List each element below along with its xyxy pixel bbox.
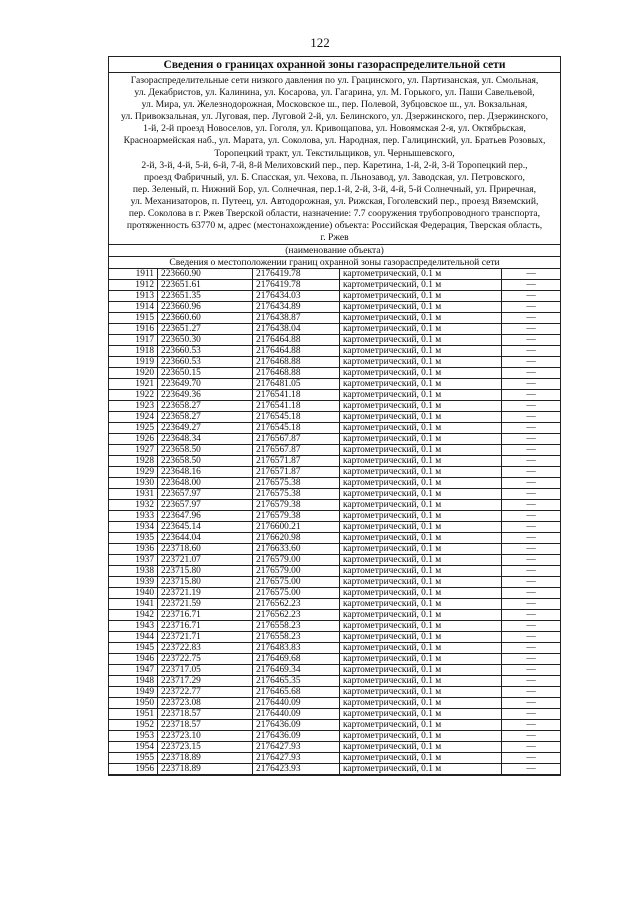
point-number-cell: 1916: [109, 324, 158, 335]
method-cell: картометрический, 0.1 м: [340, 313, 502, 324]
table-row: [109, 621, 560, 632]
sheet-title: Сведения о границах охранной зоны газораспределительной сети: [109, 57, 560, 73]
point-number-cell: 1932: [109, 500, 158, 511]
point-number-cell: 1924: [109, 412, 158, 423]
table-row: [109, 577, 560, 588]
point-number-cell: 1918: [109, 346, 158, 357]
method-cell: картометрический, 0.1 м: [340, 742, 502, 753]
method-cell: картометрический, 0.1 м: [340, 368, 502, 379]
y-coordinate-cell: 2176465.35: [253, 676, 340, 687]
x-coordinate-cell: 223717.29: [158, 676, 253, 687]
y-coordinate-cell: 2176571.87: [253, 456, 340, 467]
y-coordinate-cell: 2176440.09: [253, 709, 340, 720]
x-coordinate-cell: 223658.27: [158, 412, 253, 423]
table-row: [109, 610, 560, 621]
method-cell: картометрический, 0.1 м: [340, 676, 502, 687]
x-coordinate-cell: 223718.60: [158, 544, 253, 555]
y-coordinate-cell: 2176541.18: [253, 390, 340, 401]
y-coordinate-cell: 2176575.00: [253, 577, 340, 588]
table-row: [109, 643, 560, 654]
y-coordinate-cell: 2176423.93: [253, 764, 340, 775]
point-number-cell: 1946: [109, 654, 158, 665]
point-number-cell: 1951: [109, 709, 158, 720]
table-row: [109, 291, 560, 302]
description-line: Газораспределительные сети низкого давления по ул. Грацинского, ул. Партизанская, ул. Смольная,: [130, 75, 539, 86]
y-coordinate-cell: 2176558.23: [253, 621, 340, 632]
table-row: [109, 500, 560, 511]
description-cell: —: [502, 698, 561, 709]
table-row: [109, 346, 560, 357]
x-coordinate-cell: 223721.07: [158, 555, 253, 566]
y-coordinate-cell: 2176579.00: [253, 555, 340, 566]
y-coordinate-cell: 2176434.03: [253, 291, 340, 302]
method-cell: картометрический, 0.1 м: [340, 522, 502, 533]
description-cell: —: [502, 357, 561, 368]
description-cell: —: [502, 588, 561, 599]
method-cell: картометрический, 0.1 м: [340, 621, 502, 632]
y-coordinate-cell: 2176558.23: [253, 632, 340, 643]
description-cell: —: [502, 577, 561, 588]
point-number-cell: 1923: [109, 401, 158, 412]
method-cell: картометрический, 0.1 м: [340, 500, 502, 511]
x-coordinate-cell: 223648.16: [158, 467, 253, 478]
description-cell: —: [502, 390, 561, 401]
x-coordinate-cell: 223717.05: [158, 665, 253, 676]
table-row: [109, 313, 560, 324]
x-coordinate-cell: 223660.53: [158, 357, 253, 368]
y-coordinate-cell: 2176545.18: [253, 423, 340, 434]
table-row: [109, 533, 560, 544]
point-number-cell: 1950: [109, 698, 158, 709]
table-row: [109, 731, 560, 742]
table-row: [109, 676, 560, 687]
table-row: [109, 566, 560, 577]
table-row: [109, 335, 560, 346]
object-description: [109, 73, 560, 245]
method-cell: картометрический, 0.1 м: [340, 687, 502, 698]
y-coordinate-cell: 2176600.21: [253, 522, 340, 533]
y-coordinate-cell: 2176434.89: [253, 302, 340, 313]
method-cell: картометрический, 0.1 м: [340, 610, 502, 621]
x-coordinate-cell: 223718.57: [158, 709, 253, 720]
description-line: ул. Декабристов, ул. Калинина, ул. Косарова, ул. Гагарина, ул. М. Горького, ул. Паши Савельевой,: [134, 87, 535, 99]
zone-boundary-sheet: [108, 56, 561, 776]
description-line: пер. Зеленый, п. Нижний Бор, ул. Солнечная, пер.1-й, 2-й, 3-й, 4-й, 5-й Солнечный, ул. Приречная,: [132, 183, 537, 195]
y-coordinate-cell: 2176427.93: [253, 742, 340, 753]
y-coordinate-cell: 2176440.09: [253, 698, 340, 709]
point-number-cell: 1926: [109, 434, 158, 445]
x-coordinate-cell: 223718.89: [158, 764, 253, 775]
method-cell: картометрический, 0.1 м: [340, 412, 502, 423]
y-coordinate-cell: 2176579.00: [253, 566, 340, 577]
description-cell: —: [502, 555, 561, 566]
method-cell: картометрический, 0.1 м: [340, 423, 502, 434]
description-cell: —: [502, 269, 561, 280]
table-row: [109, 324, 560, 335]
x-coordinate-cell: 223722.75: [158, 654, 253, 665]
method-cell: картометрический, 0.1 м: [340, 731, 502, 742]
point-number-cell: 1920: [109, 368, 158, 379]
method-cell: картометрический, 0.1 м: [340, 577, 502, 588]
method-cell: картометрический, 0.1 м: [340, 511, 502, 522]
description-cell: —: [502, 379, 561, 390]
point-number-cell: 1912: [109, 280, 158, 291]
point-number-cell: 1927: [109, 445, 158, 456]
description-cell: —: [502, 753, 561, 764]
table-row: [109, 555, 560, 566]
y-coordinate-cell: 2176465.68: [253, 687, 340, 698]
description-cell: —: [502, 478, 561, 489]
y-coordinate-cell: 2176469.34: [253, 665, 340, 676]
point-number-cell: 1914: [109, 302, 158, 313]
x-coordinate-cell: 223648.34: [158, 434, 253, 445]
point-number-cell: 1933: [109, 511, 158, 522]
method-cell: картометрический, 0.1 м: [340, 357, 502, 368]
point-number-cell: 1953: [109, 731, 158, 742]
y-coordinate-cell: 2176567.87: [253, 445, 340, 456]
description-cell: —: [502, 401, 561, 412]
table-row: [109, 434, 560, 445]
y-coordinate-cell: 2176436.09: [253, 720, 340, 731]
method-cell: картометрический, 0.1 м: [340, 753, 502, 764]
point-number-cell: 1939: [109, 577, 158, 588]
y-coordinate-cell: 2176438.87: [253, 313, 340, 324]
point-number-cell: 1935: [109, 533, 158, 544]
description-cell: —: [502, 335, 561, 346]
description-cell: —: [502, 291, 561, 302]
point-number-cell: 1955: [109, 753, 158, 764]
point-number-cell: 1930: [109, 478, 158, 489]
x-coordinate-cell: 223658.27: [158, 401, 253, 412]
description-cell: —: [502, 522, 561, 533]
x-coordinate-cell: 223651.27: [158, 324, 253, 335]
description-line: 2-й, 3-й, 4-й, 5-й, 6-й, 7-й, 8-й Мелиховский пер., пер. Каретина, 1-й, 2-й, 3-й Торопецкий пер.,: [141, 159, 528, 171]
description-cell: —: [502, 412, 561, 423]
point-number-cell: 1915: [109, 313, 158, 324]
description-cell: —: [502, 742, 561, 753]
description-cell: —: [502, 610, 561, 621]
table-row: [109, 544, 560, 555]
method-cell: картометрический, 0.1 м: [340, 346, 502, 357]
table-row: [109, 269, 560, 280]
description-cell: —: [502, 500, 561, 511]
point-number-cell: 1943: [109, 621, 158, 632]
y-coordinate-cell: 2176575.38: [253, 478, 340, 489]
point-number-cell: 1954: [109, 742, 158, 753]
point-number-cell: 1956: [109, 764, 158, 775]
table-row: [109, 423, 560, 434]
description-cell: —: [502, 445, 561, 456]
table-row: [109, 764, 560, 775]
y-coordinate-cell: 2176620.98: [253, 533, 340, 544]
y-coordinate-cell: 2176419.78: [253, 269, 340, 280]
point-number-cell: 1934: [109, 522, 158, 533]
object-name-caption: (наименование объекта): [109, 245, 560, 257]
method-cell: картометрический, 0.1 м: [340, 489, 502, 500]
point-number-cell: 1925: [109, 423, 158, 434]
method-cell: картометрический, 0.1 м: [340, 379, 502, 390]
description-cell: —: [502, 489, 561, 500]
x-coordinate-cell: 223649.27: [158, 423, 253, 434]
point-number-cell: 1949: [109, 687, 158, 698]
method-cell: картометрический, 0.1 м: [340, 566, 502, 577]
y-coordinate-cell: 2176483.83: [253, 643, 340, 654]
coordinates-table: [109, 269, 560, 775]
method-cell: картометрический, 0.1 м: [340, 709, 502, 720]
table-row: [109, 379, 560, 390]
y-coordinate-cell: 2176468.88: [253, 368, 340, 379]
description-cell: —: [502, 632, 561, 643]
table-row: [109, 599, 560, 610]
method-cell: картометрический, 0.1 м: [340, 269, 502, 280]
description-cell: —: [502, 423, 561, 434]
point-number-cell: 1913: [109, 291, 158, 302]
point-number-cell: 1947: [109, 665, 158, 676]
method-cell: картометрический, 0.1 м: [340, 764, 502, 775]
y-coordinate-cell: 2176436.09: [253, 731, 340, 742]
table-row: [109, 698, 560, 709]
table-row: [109, 412, 560, 423]
table-row: [109, 357, 560, 368]
description-line: пер. Соколова в г. Ржев Тверской области, назначение: 7.7 сооружения трубопроводного транспорта,: [128, 208, 541, 220]
method-cell: картометрический, 0.1 м: [340, 335, 502, 346]
table-row: [109, 687, 560, 698]
x-coordinate-cell: 223650.15: [158, 368, 253, 379]
method-cell: картометрический, 0.1 м: [340, 456, 502, 467]
point-number-cell: 1941: [109, 599, 158, 610]
method-cell: картометрический, 0.1 м: [340, 291, 502, 302]
y-coordinate-cell: 2176541.18: [253, 401, 340, 412]
x-coordinate-cell: 223649.70: [158, 379, 253, 390]
x-coordinate-cell: 223648.00: [158, 478, 253, 489]
y-coordinate-cell: 2176562.23: [253, 610, 340, 621]
method-cell: картометрический, 0.1 м: [340, 555, 502, 566]
table-row: [109, 445, 560, 456]
method-cell: картометрический, 0.1 м: [340, 324, 502, 335]
table-row: [109, 302, 560, 313]
description-cell: —: [502, 599, 561, 610]
x-coordinate-cell: 223650.30: [158, 335, 253, 346]
location-subheading: Сведения о местоположении границ охранной зоны газораспределительной сети: [109, 257, 560, 269]
table-row: [109, 753, 560, 764]
point-number-cell: 1938: [109, 566, 158, 577]
table-row: [109, 489, 560, 500]
x-coordinate-cell: 223649.36: [158, 390, 253, 401]
y-coordinate-cell: 2176438.04: [253, 324, 340, 335]
x-coordinate-cell: 223651.35: [158, 291, 253, 302]
description-line: протяженность 63770 м, адрес (местонахождение) объекта: Российская Федерация, Тверская область,: [126, 220, 543, 232]
point-number-cell: 1928: [109, 456, 158, 467]
x-coordinate-cell: 223722.77: [158, 687, 253, 698]
table-row: [109, 511, 560, 522]
table-row: [109, 280, 560, 291]
method-cell: картометрический, 0.1 м: [340, 588, 502, 599]
point-number-cell: 1937: [109, 555, 158, 566]
table-row: [109, 390, 560, 401]
method-cell: картометрический, 0.1 м: [340, 302, 502, 313]
description-cell: —: [502, 346, 561, 357]
table-row: [109, 665, 560, 676]
description-line: ул. Привокзальная, ул. Луговая, пер. Луговой 2-й, ул. Белинского, ул. Дзержинского, пер. Дзержинского,: [120, 111, 549, 123]
y-coordinate-cell: 2176575.00: [253, 588, 340, 599]
x-coordinate-cell: 223722.83: [158, 643, 253, 654]
description-cell: —: [502, 533, 561, 544]
x-coordinate-cell: 223715.80: [158, 577, 253, 588]
y-coordinate-cell: 2176468.88: [253, 357, 340, 368]
description-cell: —: [502, 643, 561, 654]
method-cell: картометрический, 0.1 м: [340, 478, 502, 489]
point-number-cell: 1952: [109, 720, 158, 731]
point-number-cell: 1936: [109, 544, 158, 555]
description-cell: —: [502, 456, 561, 467]
description-cell: —: [502, 511, 561, 522]
description-cell: —: [502, 544, 561, 555]
y-coordinate-cell: 2176633.60: [253, 544, 340, 555]
method-cell: картометрический, 0.1 м: [340, 533, 502, 544]
description-cell: —: [502, 302, 561, 313]
point-number-cell: 1942: [109, 610, 158, 621]
description-cell: —: [502, 621, 561, 632]
x-coordinate-cell: 223644.04: [158, 533, 253, 544]
description-line: г. Ржев: [320, 232, 349, 244]
y-coordinate-cell: 2176464.88: [253, 335, 340, 346]
description-line: проезд Фабричный, ул. Б. Спасская, ул. Чехова, п. Льнозавод, ул. Заводская, ул. Петровского,: [144, 171, 525, 183]
x-coordinate-cell: 223716.71: [158, 610, 253, 621]
x-coordinate-cell: 223660.60: [158, 313, 253, 324]
table-row: [109, 588, 560, 599]
x-coordinate-cell: 223660.53: [158, 346, 253, 357]
point-number-cell: 1919: [109, 357, 158, 368]
y-coordinate-cell: 2176545.18: [253, 412, 340, 423]
table-row: [109, 456, 560, 467]
description-cell: —: [502, 665, 561, 676]
x-coordinate-cell: 223658.50: [158, 445, 253, 456]
method-cell: картометрический, 0.1 м: [340, 445, 502, 456]
y-coordinate-cell: 2176579.38: [253, 511, 340, 522]
description-line: ул. Мира, ул. Железнодорожная, Московское ш., пер. Полевой, Зубцовское ш., ул. Вокзальная,: [141, 99, 528, 111]
description-line: ул. Механизаторов, п. Путеец, ул. Автодорожная, ул. Рижская, Гоголевский пер., проезд Вяземский,: [130, 195, 539, 207]
method-cell: картометрический, 0.1 м: [340, 467, 502, 478]
description-cell: —: [502, 654, 561, 665]
method-cell: картометрический, 0.1 м: [340, 401, 502, 412]
description-cell: —: [502, 731, 561, 742]
x-coordinate-cell: 223723.15: [158, 742, 253, 753]
method-cell: картометрический, 0.1 м: [340, 720, 502, 731]
x-coordinate-cell: 223721.71: [158, 632, 253, 643]
y-coordinate-cell: 2176579.38: [253, 500, 340, 511]
table-row: [109, 720, 560, 731]
table-row: [109, 654, 560, 665]
description-cell: —: [502, 280, 561, 291]
description-cell: —: [502, 764, 561, 775]
y-coordinate-cell: 2176427.93: [253, 753, 340, 764]
point-number-cell: 1945: [109, 643, 158, 654]
description-line: Торопецкий тракт, ул. Текстильщиков, ул. Чернышевского,: [214, 147, 455, 159]
method-cell: картометрический, 0.1 м: [340, 434, 502, 445]
point-number-cell: 1929: [109, 467, 158, 478]
table-row: [109, 632, 560, 643]
point-number-cell: 1948: [109, 676, 158, 687]
x-coordinate-cell: 223716.71: [158, 621, 253, 632]
method-cell: картометрический, 0.1 м: [340, 599, 502, 610]
x-coordinate-cell: 223647.96: [158, 511, 253, 522]
table-row: [109, 368, 560, 379]
method-cell: картометрический, 0.1 м: [340, 654, 502, 665]
description-cell: —: [502, 368, 561, 379]
point-number-cell: 1917: [109, 335, 158, 346]
point-number-cell: 1921: [109, 379, 158, 390]
description-cell: —: [502, 434, 561, 445]
x-coordinate-cell: 223721.19: [158, 588, 253, 599]
point-number-cell: 1922: [109, 390, 158, 401]
point-number-cell: 1940: [109, 588, 158, 599]
point-number-cell: 1911: [109, 269, 158, 280]
description-cell: —: [502, 676, 561, 687]
x-coordinate-cell: 223721.59: [158, 599, 253, 610]
description-line: Красноармейская наб., ул. Марата, ул. Соколова, ул. Народная, пер. Галицинский, ул. Братьев Розовых,: [123, 135, 546, 147]
x-coordinate-cell: 223657.97: [158, 489, 253, 500]
y-coordinate-cell: 2176481.05: [253, 379, 340, 390]
x-coordinate-cell: 223657.97: [158, 500, 253, 511]
method-cell: картометрический, 0.1 м: [340, 643, 502, 654]
method-cell: картометрический, 0.1 м: [340, 390, 502, 401]
table-row: [109, 401, 560, 412]
description-cell: —: [502, 324, 561, 335]
x-coordinate-cell: 223718.89: [158, 753, 253, 764]
method-cell: картометрический, 0.1 м: [340, 544, 502, 555]
y-coordinate-cell: 2176464.88: [253, 346, 340, 357]
method-cell: картометрический, 0.1 м: [340, 698, 502, 709]
x-coordinate-cell: 223723.10: [158, 731, 253, 742]
table-row: [109, 467, 560, 478]
description-cell: —: [502, 566, 561, 577]
point-number-cell: 1931: [109, 489, 158, 500]
table-row: [109, 709, 560, 720]
point-number-cell: 1944: [109, 632, 158, 643]
y-coordinate-cell: 2176567.87: [253, 434, 340, 445]
y-coordinate-cell: 2176469.68: [253, 654, 340, 665]
y-coordinate-cell: 2176562.23: [253, 599, 340, 610]
x-coordinate-cell: 223651.61: [158, 280, 253, 291]
description-cell: —: [502, 467, 561, 478]
table-row: [109, 742, 560, 753]
x-coordinate-cell: 223723.08: [158, 698, 253, 709]
table-row: [109, 522, 560, 533]
description-line: 1-й, 2-й проезд Новоселов, ул. Гоголя, ул. Кривощапова, ул. Новоямская 2-я, ул. Октябрьская,: [143, 123, 526, 135]
x-coordinate-cell: 223718.57: [158, 720, 253, 731]
y-coordinate-cell: 2176571.87: [253, 467, 340, 478]
y-coordinate-cell: 2176419.78: [253, 280, 340, 291]
x-coordinate-cell: 223645.14: [158, 522, 253, 533]
x-coordinate-cell: 223658.50: [158, 456, 253, 467]
description-cell: —: [502, 687, 561, 698]
method-cell: картометрический, 0.1 м: [340, 632, 502, 643]
description-cell: —: [502, 720, 561, 731]
method-cell: картометрический, 0.1 м: [340, 665, 502, 676]
x-coordinate-cell: 223715.80: [158, 566, 253, 577]
x-coordinate-cell: 223660.90: [158, 269, 253, 280]
y-coordinate-cell: 2176575.38: [253, 489, 340, 500]
page-number: 122: [310, 35, 330, 50]
description-cell: —: [502, 709, 561, 720]
description-cell: —: [502, 313, 561, 324]
method-cell: картометрический, 0.1 м: [340, 280, 502, 291]
table-row: [109, 478, 560, 489]
x-coordinate-cell: 223660.96: [158, 302, 253, 313]
